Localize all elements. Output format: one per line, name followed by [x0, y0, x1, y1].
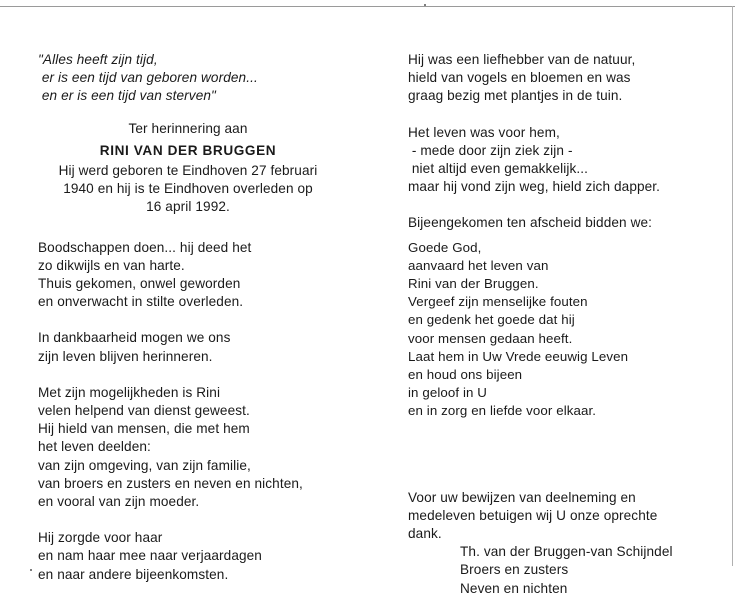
- prayer-line: en in zorg en liefde voor elkaar.: [408, 403, 597, 419]
- birth-death-line: 16 april 1992.: [146, 199, 230, 215]
- text-line: zo dikwijls en van harte.: [38, 257, 185, 273]
- text-line: en naar andere bijeenkomsten.: [38, 566, 229, 582]
- prayer-line: in geloof in U: [408, 385, 488, 401]
- text-line: en onverwacht in stilte overleden.: [38, 294, 244, 310]
- prayer-intro: Bijeengekomen ten afscheid bidden we:: [408, 215, 653, 231]
- text-line: maar hij vond zijn weg, hield zich dapper.: [408, 179, 661, 195]
- prayer-line: en gedenk het goede dat hij: [408, 312, 575, 328]
- text-line: Thuis gekomen, onwel geworden: [38, 276, 241, 292]
- signature-line: Th. van der Bruggen-van Schijndel: [460, 544, 673, 560]
- prayer-line: Goede God,: [408, 239, 482, 255]
- text-line: en vooral van zijn moeder.: [38, 494, 200, 510]
- motto-line: en er is een tijd van sterven": [38, 88, 216, 104]
- text-line: Hij hield van mensen, die met hem: [38, 421, 250, 437]
- text-line: Hij zorgde voor haar: [38, 530, 163, 546]
- text-line: Voor uw bewijzen van deelneming en: [408, 489, 636, 505]
- paragraph-gratitude: [38, 329, 368, 365]
- text-line: van broers en zusters en neven en nichten,: [38, 475, 303, 491]
- motto-line: er is een tijd van geboren worden...: [38, 70, 258, 86]
- motto-quote: [38, 51, 368, 106]
- scan-speck: [30, 569, 32, 571]
- paragraph-nature: [408, 51, 718, 106]
- text-line: velen helpend van dienst geweest.: [38, 403, 250, 419]
- prayer-line: en houd ons bijeen: [408, 367, 523, 383]
- prayer-line: Laat hem in Uw Vrede eeuwig Leven: [408, 348, 629, 364]
- birth-death-line: Hij werd geboren te Eindhoven 27 februari: [58, 163, 318, 179]
- paragraph-life: [408, 124, 718, 197]
- paragraph-groceries: [38, 239, 368, 312]
- right-column: [408, 51, 718, 598]
- text-line: Met zijn mogelijkheden is Rini: [38, 384, 221, 400]
- signature-line: Broers en zusters: [460, 562, 569, 578]
- memorial-intro: Ter herinnering aan: [128, 120, 248, 136]
- prayer-line: aanvaard het leven van: [408, 257, 549, 273]
- paragraph-helpful: [38, 384, 368, 511]
- signature-line: Neven en nichten: [460, 580, 568, 596]
- text-line: medeleven betuigen wij U onze oprechte: [408, 507, 658, 523]
- family-signature: [408, 543, 718, 598]
- text-line: Hij was een liefhebber van de natuur,: [408, 52, 636, 67]
- text-line: graag bezig met plantjes in de tuin.: [408, 88, 623, 104]
- text-line: - mede door zijn ziek zijn -: [408, 142, 573, 158]
- thanks-paragraph: [408, 489, 718, 544]
- prayer-text: [408, 239, 718, 421]
- deceased-name: RINI VAN DER BRUGGEN: [99, 142, 277, 158]
- text-line: niet altijd even gemakkelijk...: [408, 161, 589, 177]
- birth-death-line: 1940 en hij is te Eindhoven overleden op: [63, 181, 313, 197]
- text-line: In dankbaarheid mogen we ons: [38, 330, 231, 346]
- text-line: Boodschappen doen... hij deed het: [38, 239, 252, 255]
- text-line: het leven deelden:: [38, 439, 151, 455]
- top-edge-rule: [0, 6, 735, 7]
- right-edge-rule: [732, 6, 733, 566]
- prayer-line: voor mensen gedaan heeft.: [408, 330, 573, 346]
- text-line: van zijn omgeving, van zijn familie,: [38, 457, 251, 473]
- text-line: en nam haar mee naar verjaardagen: [38, 548, 262, 564]
- memorial-heading: [38, 120, 338, 217]
- scan-speck: [424, 4, 426, 6]
- paragraph-care: [38, 529, 368, 584]
- text-line: Het leven was voor hem,: [408, 124, 560, 140]
- text-line: hield van vogels en bloemen en was: [408, 70, 631, 86]
- left-column: [38, 51, 368, 584]
- text-line: dank.: [408, 526, 442, 542]
- motto-line: "Alles heeft zijn tijd,: [38, 52, 158, 67]
- text-line: zijn leven blijven herinneren.: [38, 348, 213, 364]
- prayer-line: Vergeef zijn menselijke fouten: [408, 294, 588, 310]
- prayer-line: Rini van der Bruggen.: [408, 276, 539, 292]
